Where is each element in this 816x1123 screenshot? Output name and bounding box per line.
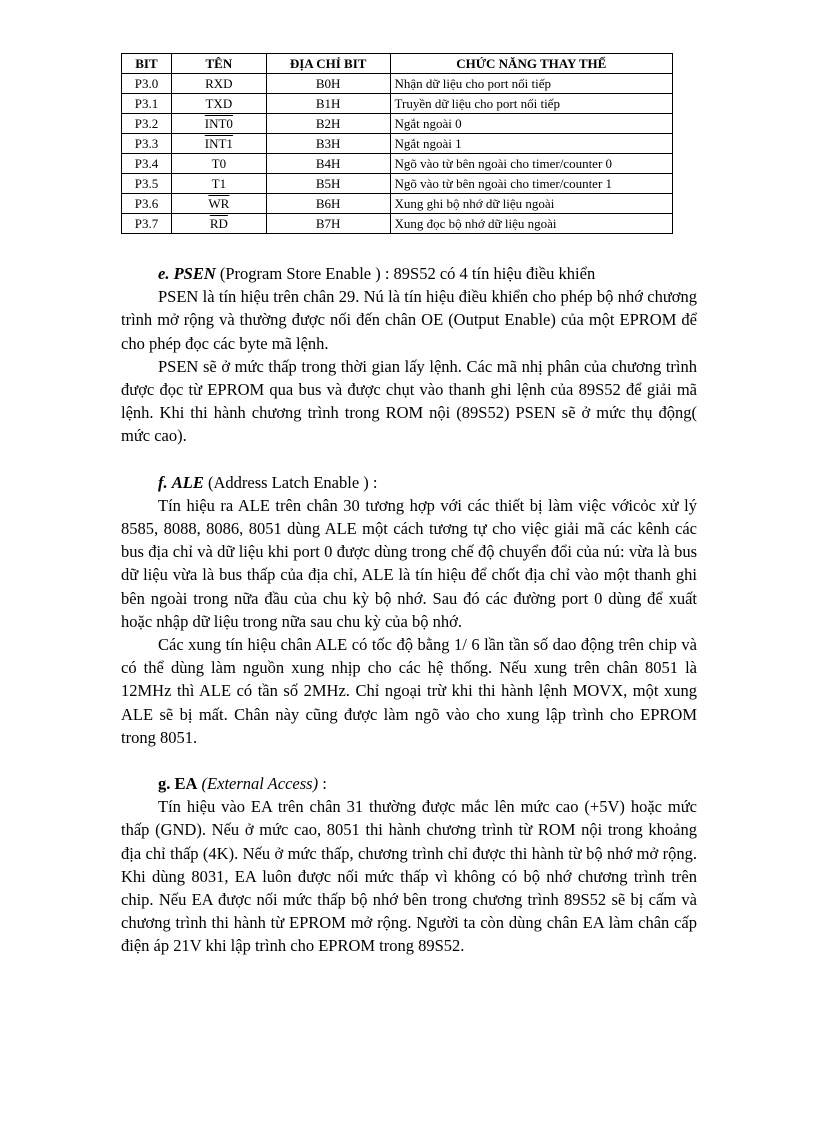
- table-header-row: [122, 54, 673, 74]
- ea-heading-tail: :: [318, 774, 327, 794]
- cell-name: TXD: [171, 94, 266, 114]
- cell-function: Nhận dữ liệu cho port nối tiếp: [390, 74, 672, 94]
- ea-name: g. EA: [158, 774, 198, 794]
- cell-name: T1: [171, 174, 266, 194]
- cell-function: Ngắt ngoài 1: [390, 134, 672, 154]
- cell-address: B5H: [266, 174, 390, 194]
- ale-paragraph-2: Các xung tín hiệu chân ALE có tốc độ bằng 1/ 6 lần tần số dao động trên chip và có thể dùng làm nguồn xung nhịp cho các hệ thống. Nếu xung trên chân 8051 là 12MHz thì ALE có tần số 2MHz. Chỉ ngoại trừ khi thi hành lệnh MOVX, một xung ALE sẽ bị mất. Chân này cũng được làm ngõ vào cho xung lập trình cho EPROM trong 8051.: [121, 635, 697, 747]
- header-name: TÊN: [171, 54, 266, 74]
- cell-name: [171, 214, 266, 234]
- cell-bit: P3.6: [122, 194, 172, 214]
- table-row: [122, 194, 673, 214]
- table-row: [122, 154, 673, 174]
- cell-function: Xung đọc bộ nhớ dữ liệu ngoài: [390, 214, 672, 234]
- cell-name: T0: [171, 154, 266, 174]
- cell-name-overline: INT0: [204, 116, 233, 131]
- cell-function: Xung ghi bộ nhớ dữ liệu ngoài: [390, 194, 672, 214]
- cell-address: B6H: [266, 194, 390, 214]
- header-bit-address: ĐỊA CHỈ BIT: [266, 54, 390, 74]
- section-spacer: [121, 749, 697, 772]
- section-heading-psen: [121, 262, 697, 285]
- cell-name-overline: INT1: [204, 136, 233, 151]
- cell-bit: P3.2: [122, 114, 172, 134]
- cell-name: [171, 194, 266, 214]
- document-body: [121, 262, 697, 958]
- psen-letter: e.: [158, 264, 170, 283]
- table-row: [122, 134, 673, 154]
- cell-bit: P3.1: [122, 94, 172, 114]
- psen-name: PSEN: [173, 264, 216, 283]
- ale-name: ALE: [171, 472, 204, 492]
- cell-address: B7H: [266, 214, 390, 234]
- psen-subtitle: (Program Store Enable ) : 89S52 có 4 tín hiệu điều khiển: [215, 264, 596, 283]
- cell-function: Ngõ vào từ bên ngoài cho timer/counter 0: [390, 154, 672, 174]
- cell-function: Ngõ vào từ bên ngoài cho timer/counter 1: [390, 174, 672, 194]
- table-row: [122, 94, 673, 114]
- cell-name-overline: $\overline{RD}$: [209, 216, 228, 231]
- cell-bit: P3.5: [122, 174, 172, 194]
- ea-subtitle: (External Access): [197, 774, 319, 794]
- ale-paragraph-1: Tín hiệu ra ALE trên chân 30 tương hợp với các thiết bị làm việc vớicỏc xử lý 8585, 8088, 8086, 8051 dùng ALE một cách tương tự cho việc giải mã các kênh các bus địa chỉ và dữ liệu khi port 0 được dùng trong chế độ chuyển đổi của nú: vừa là bus dữ liệu vừa là bus thấp của địa chỉ, ALE là tín hiệu để chốt địa chỉ vào một thanh ghi bên ngoài trong nữa đầu của chu kỳ bộ nhớ. Sau đó các đường port 0 dùng để xuất hoặc nhập dữ liệu trong nữa sau chu kỳ của bộ nhớ.: [121, 495, 697, 631]
- cell-bit: P3.4: [122, 154, 172, 174]
- cell-address: B2H: [266, 114, 390, 134]
- table-row: [122, 114, 673, 134]
- table-row: [122, 174, 673, 194]
- table-row: [122, 214, 673, 234]
- cell-function: Truyền dữ liệu cho port nối tiếp: [390, 94, 672, 114]
- cell-function: Ngắt ngoài 0: [390, 114, 672, 134]
- cell-name: RXD: [171, 74, 266, 94]
- cell-address: B1H: [266, 94, 390, 114]
- psen-paragraph-2: PSEN sẽ ở mức thấp trong thời gian lấy lệnh. Các mã nhị phân của chương trình được đọc từ EPROM qua bus và được chụt vào thanh ghi lệnh của 89S52 để giải mã lệnh. Khi thi hành chương trình trong ROM nội (89S52) PSEN sẽ ở mức thụ động( mức cao).: [121, 356, 697, 446]
- section-heading-ea: [121, 772, 697, 795]
- ea-paragraph-1: Tín hiệu vào EA trên chân 31 thường được mắc lên mức cao (+5V) hoặc mức thấp (GND). Nếu ở mức cao, 8051 thi hành chương trình từ ROM nội trong khoảng địa chỉ thấp (4K). Nếu ở mức thấp, chương trình chỉ được thi hành từ bộ nhớ mở rộng. Khi dùng 8031, EA luôn được nối mức thấp vì không có bộ nhớ chương trình trên chip. Nếu EA được nối mức thấp bộ nhớ bên trong chương trình 89S52 sẽ bị cấm và chương trình thi hành từ EPROM mở rộng. Người ta còn dùng chân EA làm chân cấp điện áp 21V khi lập trình cho EPROM trong 89S52.: [121, 797, 697, 956]
- ale-subtitle: (Address Latch Enable ) :: [203, 472, 378, 492]
- ale-letter: f.: [158, 472, 168, 492]
- cell-bit: P3.3: [122, 134, 172, 154]
- cell-address: B3H: [266, 134, 390, 154]
- port3-alternate-functions-table: [121, 53, 673, 234]
- cell-name-overline: $\overline{WR}$: [208, 196, 230, 211]
- cell-address: B0H: [266, 74, 390, 94]
- section-heading-ale: [121, 471, 697, 494]
- header-alternate-function: CHỨC NĂNG THAY THẾ: [390, 54, 672, 74]
- section-spacer: [121, 448, 697, 471]
- cell-name: [171, 134, 266, 154]
- cell-name: [171, 114, 266, 134]
- cell-bit: P3.0: [122, 74, 172, 94]
- header-bit: BIT: [122, 54, 172, 74]
- cell-address: B4H: [266, 154, 390, 174]
- table-row: [122, 74, 673, 94]
- cell-bit: P3.7: [122, 214, 172, 234]
- psen-paragraph-1: PSEN là tín hiệu trên chân 29. Nú là tín hiệu điều khiển cho phép bộ nhớ chương trình mở rộng và thường được nối đến chân OE (Output Enable) của một EPROM để cho phép đọc các byte mã lệnh.: [121, 287, 697, 353]
